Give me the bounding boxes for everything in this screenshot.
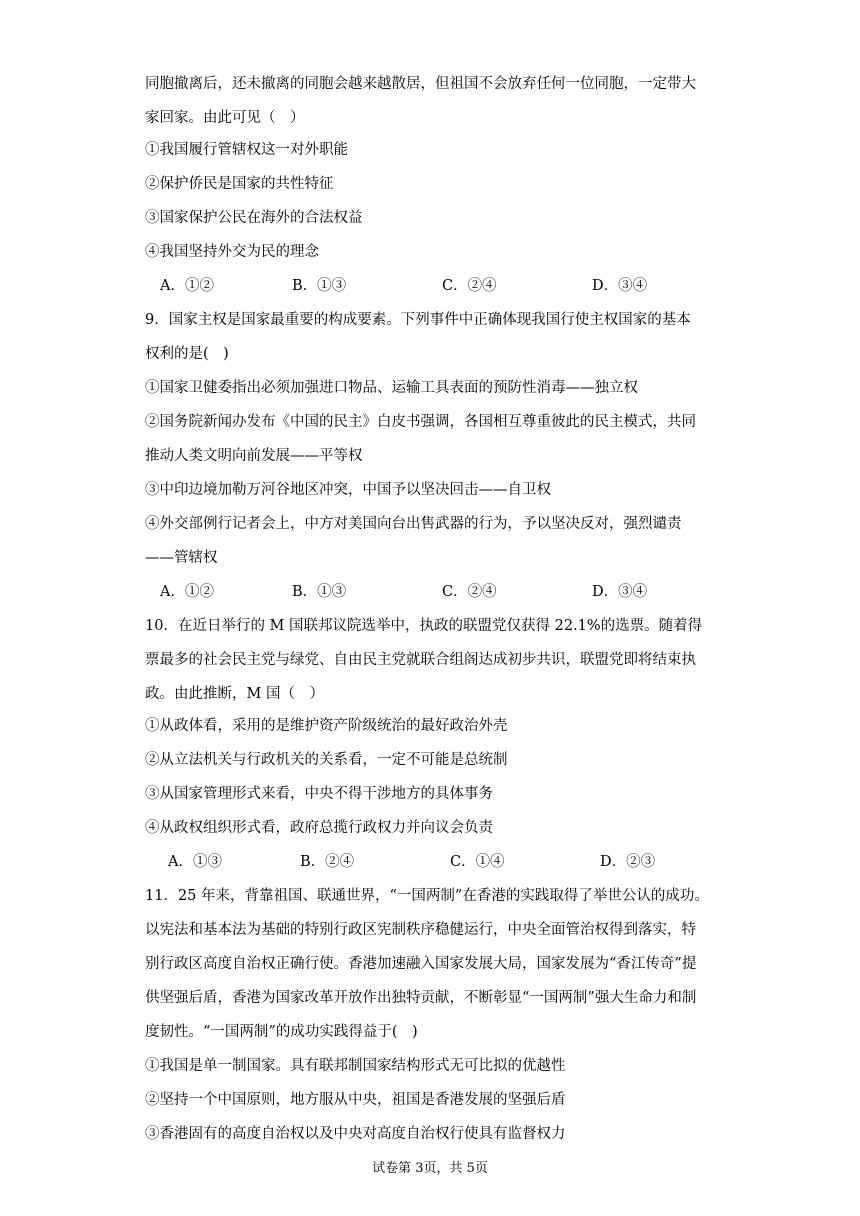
q10-statement-3: ③从国家管理形式来看，中央不得干涉地方的具体事务 (145, 786, 493, 802)
q11-stem-line-1: 11．25 年来，背靠祖国、联通世界，“一国两制”在香港的实践取得了举世公认的成功。 (145, 888, 709, 904)
q8-option-a[interactable]: A．①② (160, 278, 214, 294)
q8-statement-2: ②保护侨民是国家的共性特征 (145, 176, 334, 192)
q9-options (160, 582, 760, 602)
q9-statement-4-line-2: ——管辖权 (145, 550, 218, 566)
q10-option-a[interactable]: A．①③ (168, 854, 222, 870)
q9-statement-1: ①国家卫健委指出必须加强进口物品、运输工具表面的预防性消毒——独立权 (145, 380, 638, 396)
q9-option-b[interactable]: B．①③ (292, 584, 347, 600)
q10-option-b[interactable]: B．②④ (300, 854, 355, 870)
q8-stem-line-1: 同胞撤离后，还未撤离的同胞会越来越散居，但祖国不会放弃任何一位同胞，一定带大 (145, 76, 696, 92)
q8-statement-3: ③国家保护公民在海外的合法权益 (145, 210, 363, 226)
q9-statement-2-line-2: 推动人类文明向前发展——平等权 (145, 448, 363, 464)
q11-statement-3: ③香港固有的高度自治权以及中央对高度自治权行使具有监督权力 (145, 1126, 566, 1142)
q9-option-c[interactable]: C．②④ (442, 584, 497, 600)
q9-statement-2-line-1: ②国务院新闻办发布《中国的民主》白皮书强调，各国相互尊重彼此的民主模式，共同 (145, 414, 696, 430)
q11-statement-2: ②坚持一个中国原则，地方服从中央，祖国是香港发展的坚强后盾 (145, 1092, 566, 1108)
q8-stem-line-2: 家回家。由此可见（ ） (145, 110, 305, 126)
q10-options (168, 852, 768, 872)
q11-statement-1: ①我国是单一制国家。具有联邦制国家结构形式无可比拟的优越性 (145, 1058, 566, 1074)
q8-options (160, 276, 760, 296)
q9-option-d[interactable]: D．③④ (592, 584, 648, 600)
q10-statement-4: ④从政权组织形式看，政府总揽行政权力并向议会负责 (145, 820, 493, 836)
q11-stem-line-2: 以宪法和基本法为基础的特别行政区宪制秩序稳健运行，中央全面管治权得到落实，特 (145, 922, 696, 938)
q9-stem-line-2: 权利的是( ) (145, 346, 229, 362)
q8-statement-1: ①我国履行管辖权这一对外职能 (145, 142, 348, 158)
q8-option-d[interactable]: D．③④ (592, 278, 648, 294)
q11-stem-line-3: 别行政区高度自治权正确行使。香港加速融入国家发展大局，国家发展为“香江传奇”提 (145, 956, 697, 972)
q8-option-b[interactable]: B．①③ (292, 278, 347, 294)
q10-statement-1: ①从政体看，采用的是维护资产阶级统治的最好政治外壳 (145, 718, 508, 734)
q10-option-c[interactable]: C．①④ (450, 854, 505, 870)
q10-statement-2: ②从立法机关与行政机关的关系看，一定不可能是总统制 (145, 752, 508, 768)
q9-statement-3: ③中印边境加勒万河谷地区冲突，中国予以坚决回击——自卫权 (145, 482, 551, 498)
q10-option-d[interactable]: D．②③ (600, 854, 656, 870)
q10-stem-line-1: 10．在近日举行的 M 国联邦议院选举中，执政的联盟党仅获得 22.1%的选票。随着得 (145, 618, 703, 634)
q11-stem-line-5: 度韧性。“一国两制”的成功实践得益于( ) (145, 1024, 418, 1040)
q9-stem-line-1: 9．国家主权是国家最重要的构成要素。下列事件中正确体现我国行使主权国家的基本 (145, 312, 691, 328)
q8-statement-4: ④我国坚持外交为民的理念 (145, 244, 319, 260)
q10-stem-line-3: 政。由此推断，M 国（ ） (145, 686, 324, 702)
q10-stem-line-2: 票最多的社会民主党与绿党、自由民主党就联合组阁达成初步共识，联盟党即将结束执 (145, 652, 696, 668)
q9-statement-4-line-1: ④外交部例行记者会上，中方对美国向台出售武器的行为，予以坚决反对，强烈谴责 (145, 516, 682, 532)
page-footer: 试卷第 3页，共 5页 (372, 1161, 488, 1176)
q11-stem-line-4: 供坚强后盾，香港为国家改革开放作出独特贡献，不断彰显“一国两制”强大生命力和制 (145, 990, 697, 1006)
q8-option-c[interactable]: C．②④ (442, 278, 497, 294)
q9-option-a[interactable]: A．①② (160, 584, 214, 600)
